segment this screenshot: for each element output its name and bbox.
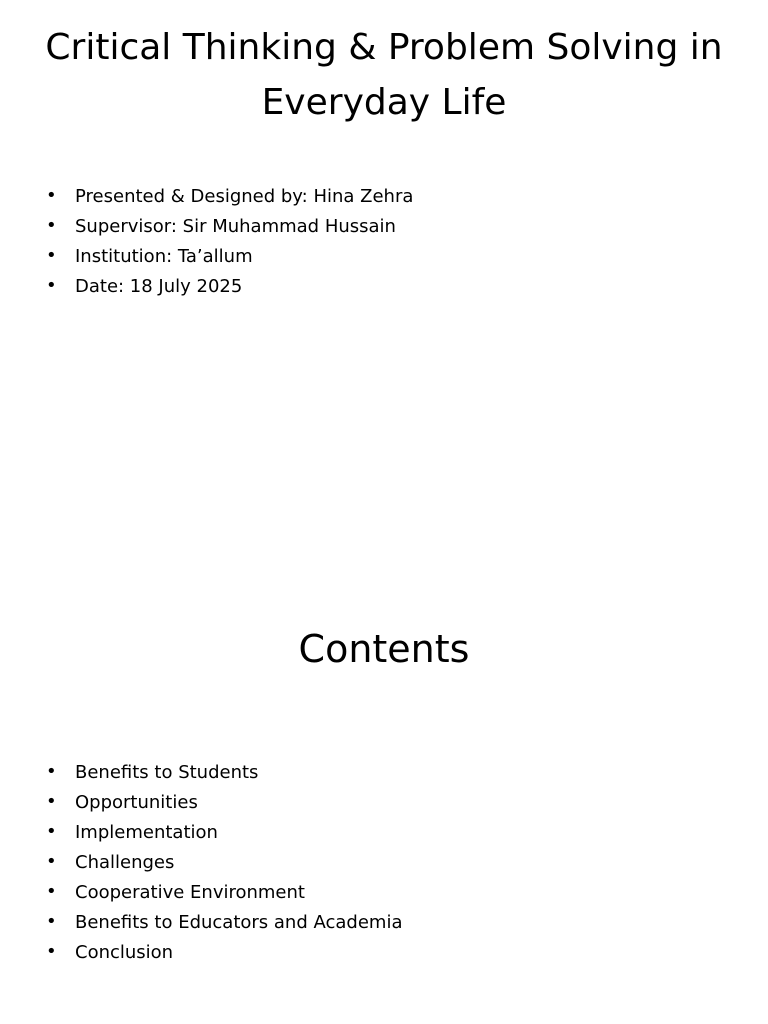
list-item bbox=[40, 272, 413, 302]
bullet-icon: • bbox=[46, 791, 57, 812]
list-item bbox=[40, 878, 402, 908]
contents-title: Contents bbox=[298, 627, 470, 671]
list-item bbox=[40, 908, 402, 938]
list-item bbox=[40, 938, 402, 968]
list-item bbox=[40, 242, 413, 272]
list-item bbox=[40, 758, 402, 788]
supervisor-text: Supervisor: Sir Muhammad Hussain bbox=[75, 216, 396, 237]
contents-list bbox=[40, 758, 402, 968]
bullet-icon: • bbox=[46, 911, 57, 932]
bullet-icon: • bbox=[46, 275, 57, 296]
list-item bbox=[40, 788, 402, 818]
contents-item-label: Benefits to Students bbox=[75, 762, 259, 783]
bullet-icon: • bbox=[46, 761, 57, 782]
presenter-text: Presented & Designed by: Hina Zehra bbox=[75, 186, 414, 207]
bullet-icon: • bbox=[46, 851, 57, 872]
bullet-icon: • bbox=[46, 881, 57, 902]
list-item bbox=[40, 182, 413, 212]
contents-item-label: Benefits to Educators and Academia bbox=[75, 912, 403, 933]
presentation-title: Critical Thinking & Problem Solving in Everyday Life bbox=[45, 27, 723, 123]
contents-item-label: Implementation bbox=[75, 822, 218, 843]
bullet-icon: • bbox=[46, 185, 57, 206]
presenter-info-list bbox=[40, 182, 413, 302]
contents-slide bbox=[0, 576, 768, 1024]
contents-item-label: Cooperative Environment bbox=[75, 882, 305, 903]
contents-item-label: Conclusion bbox=[75, 942, 174, 963]
bullet-icon: • bbox=[46, 245, 57, 266]
list-item bbox=[40, 848, 402, 878]
bullet-icon: • bbox=[46, 821, 57, 842]
list-item bbox=[40, 212, 413, 242]
date-text: Date: 18 July 2025 bbox=[75, 276, 243, 297]
bullet-icon: • bbox=[46, 941, 57, 962]
contents-item-label: Opportunities bbox=[75, 792, 198, 813]
contents-item-label: Challenges bbox=[75, 852, 175, 873]
list-item bbox=[40, 818, 402, 848]
bullet-icon: • bbox=[46, 215, 57, 236]
institution-text: Institution: Ta’allum bbox=[75, 246, 253, 267]
